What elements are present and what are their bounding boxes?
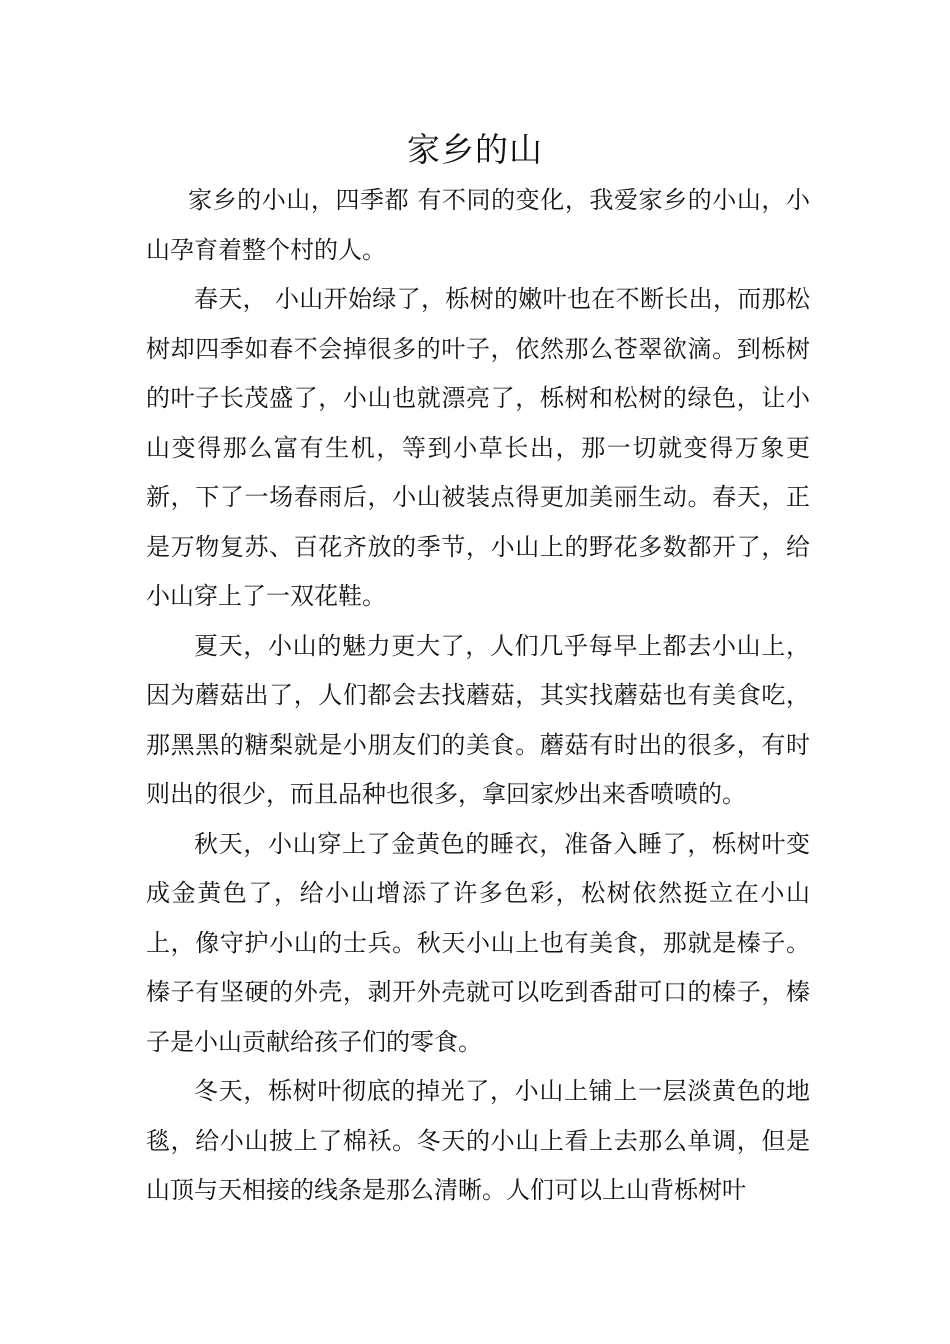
paragraph-winter: 冬天，栎树叶彻底的掉光了，小山上铺上一层淡黄色的地毯，给小山披上了棉袄。冬天的小山上看上去那么单调，但是山顶与天相接的线条是那么清晰。人们可以上山背栎树叶: [146, 1077, 810, 1204]
document-title: 家乡的山: [407, 130, 543, 169]
paragraph-intro: 家乡的小山，四季都 有不同的变化，我爱家乡的小山，小山孕育着整个村的人。: [146, 186, 810, 264]
paragraph-spring: 春天， 小山开始绿了，栎树的嫩叶也在不断长出，而那松树却四季如春不会掉很多的叶子，依然那么苍翠欲滴。到栎树的叶子长茂盛了，小山也就漂亮了，栎树和松树的绿色，让小山变得那么富有生机，等到小草长出，那一切就变得万象更新，下了一场春雨后，小山被装点得更加美丽生动。春天，正是万物复苏、百花齐放的季节，小山上的野花多数都开了，给小山穿上了一双花鞋。: [146, 285, 810, 610]
paragraph-summer: 夏天，小山的魅力更大了，人们几乎每早上都去小山上，因为蘑菇出了，人们都会去找蘑菇，其实找蘑菇也有美食吃，那黑黑的糖梨就是小朋友们的美食。蘑菇有时出的很多，有时则出的很少，而且品种也很多，拿回家炒出来香喷喷的。: [146, 631, 810, 808]
document-body: [146, 176, 810, 1216]
paragraph-autumn: 秋天，小山穿上了金黄色的睡衣，准备入睡了，栎树叶变成金黄色了，给小山增添了许多色彩，松树依然挺立在小山上，像守护小山的士兵。秋天小山上也有美食，那就是榛子。榛子有坚硬的外壳，剥开外壳就可以吃到香甜可口的榛子，榛子是小山贡献给孩子们的零食。: [146, 829, 810, 1056]
